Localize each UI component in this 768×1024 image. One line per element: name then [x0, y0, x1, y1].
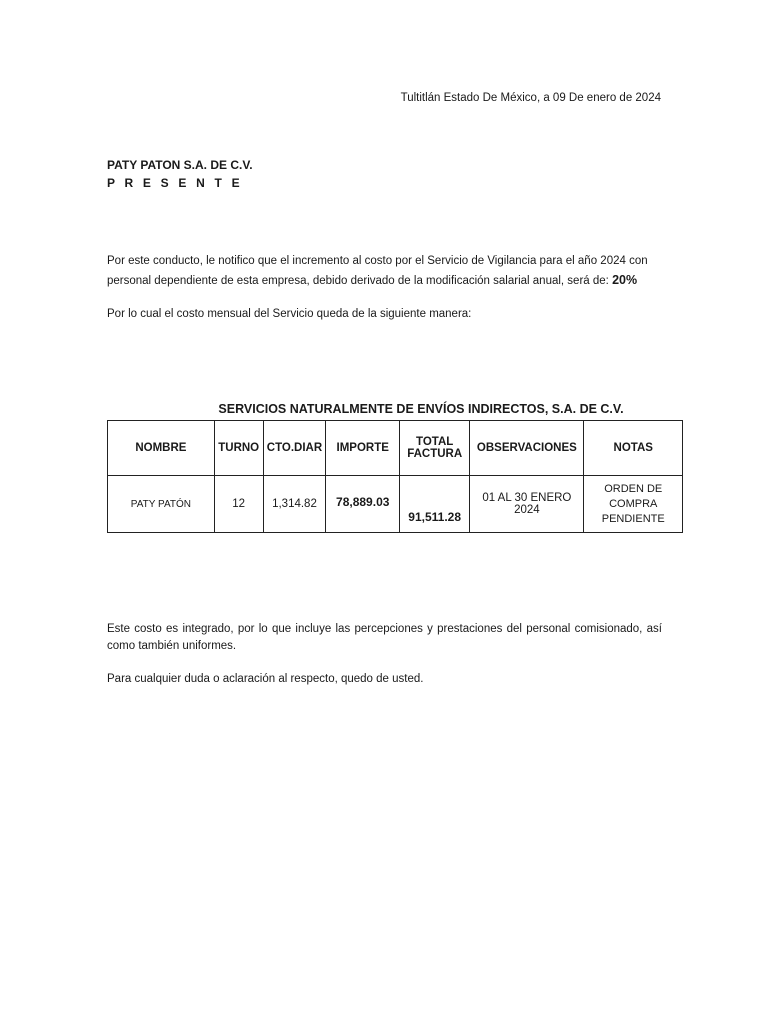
cell-nombre: PATY PATÓN [108, 476, 215, 533]
paragraph-increment [107, 252, 662, 291]
paragraph-integrated-cost: Este costo es integrado, por lo que incluye las percepciones y prestaciones del personal comisionado, así como también uniformes. [107, 623, 662, 652]
cost-table [107, 420, 683, 533]
recipient-company: PATY PATON S.A. DE C.V. [107, 158, 253, 172]
header-total-line1: TOTAL [416, 436, 454, 448]
cell-total-factura: 91,511.28 [400, 476, 470, 533]
table-row [108, 476, 683, 533]
cell-importe [326, 476, 400, 533]
table-header-row [108, 421, 683, 476]
header-cto-diar: CTO.DIAR [263, 421, 326, 476]
cell-cto-diar: 1,314.82 [263, 476, 326, 533]
header-nombre: NOMBRE [108, 421, 215, 476]
header-observaciones: OBSERVACIONES [470, 421, 584, 476]
header-total-factura [400, 421, 470, 476]
recipient-greeting: P R E S E N T E [107, 176, 243, 190]
recipient-block [107, 156, 253, 192]
header-importe: IMPORTE [326, 421, 400, 476]
cell-importe-value: 78,889.03 [336, 495, 390, 509]
paragraph-increment-text: Por este conducto, le notifico que el incremento al costo por el Servicio de Vigilancia para el año 2024 con personal dependiente de esta empresa, debido derivado de la modificación salarial anual, será de: [107, 255, 648, 287]
cell-notas [584, 476, 683, 533]
header-turno: TURNO [214, 421, 263, 476]
header-notas: NOTAS [584, 421, 683, 476]
cell-notas-line1: ORDEN DE [604, 482, 663, 495]
paragraph-cost-intro: Por lo cual el costo mensual del Servicio queda de la siguiente manera: [107, 308, 472, 320]
cell-observaciones-line1: 01 AL 30 ENERO [482, 492, 572, 504]
cell-observaciones-line2: 2024 [514, 504, 540, 516]
cell-notas-line2: COMPRA [609, 497, 658, 510]
cell-notas-line3: PENDIENTE [601, 512, 665, 525]
cell-observaciones [470, 476, 584, 533]
table-company-title: SERVICIOS NATURALMENTE DE ENVÍOS INDIRECTOS, S.A. DE C.V. [218, 402, 624, 416]
paragraph-closing: Para cualquier duda o aclaración al respecto, quedo de usted. [107, 673, 424, 685]
date-line: Tultitlán Estado De México, a 09 De enero de 2024 [400, 92, 661, 104]
header-total-line2: FACTURA [407, 448, 463, 460]
increment-percent: 20% [612, 273, 638, 287]
cell-turno: 12 [214, 476, 263, 533]
